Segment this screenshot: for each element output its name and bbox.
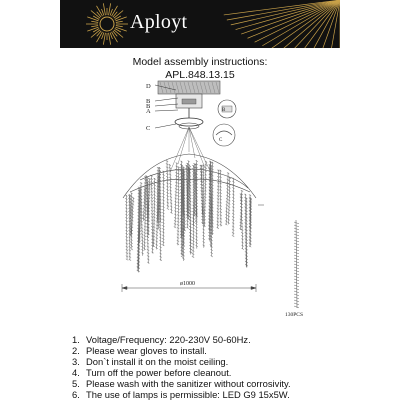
- spec-list: [72, 334, 392, 400]
- sun-burst-logo-icon: [60, 0, 340, 48]
- detail-label-c: C: [219, 138, 223, 143]
- spec-item: 6. The use of lamps is permissible: LED G9 15x5W.: [72, 389, 290, 400]
- spec-item: 1. Voltage/Frequency: 220-230V 50-60Hz.: [72, 334, 251, 345]
- chandelier-drawing: [0, 80, 400, 328]
- spec-item: 2. Please wear gloves to install.: [72, 345, 207, 357]
- callout-b-upper: B: [146, 98, 151, 105]
- crystal-strand-detail: [294, 220, 299, 308]
- brand-name: Aployt: [130, 11, 188, 33]
- callout-b-lower: B: [146, 103, 151, 110]
- brand-header: [60, 0, 340, 48]
- part-count-label: 130PCS: [285, 312, 304, 318]
- callout-d: D: [146, 83, 151, 90]
- title-line-model-code: APL.848.13.15: [165, 69, 235, 81]
- page-title: [0, 56, 400, 82]
- diameter-label: ø1000: [180, 281, 195, 287]
- spec-item: 3. Don`t install it on the moist ceiling.: [72, 356, 229, 368]
- callout-a: A: [146, 108, 151, 115]
- callout-c: C: [146, 125, 151, 132]
- spec-item: 5. Please wash with the sanitizer without corrosivity.: [72, 378, 291, 390]
- detail-label-b: B: [222, 108, 226, 113]
- spec-item: 4. Turn off the power before cleanout.: [72, 367, 232, 379]
- title-line-instructions: Model assembly instructions:: [132, 56, 268, 68]
